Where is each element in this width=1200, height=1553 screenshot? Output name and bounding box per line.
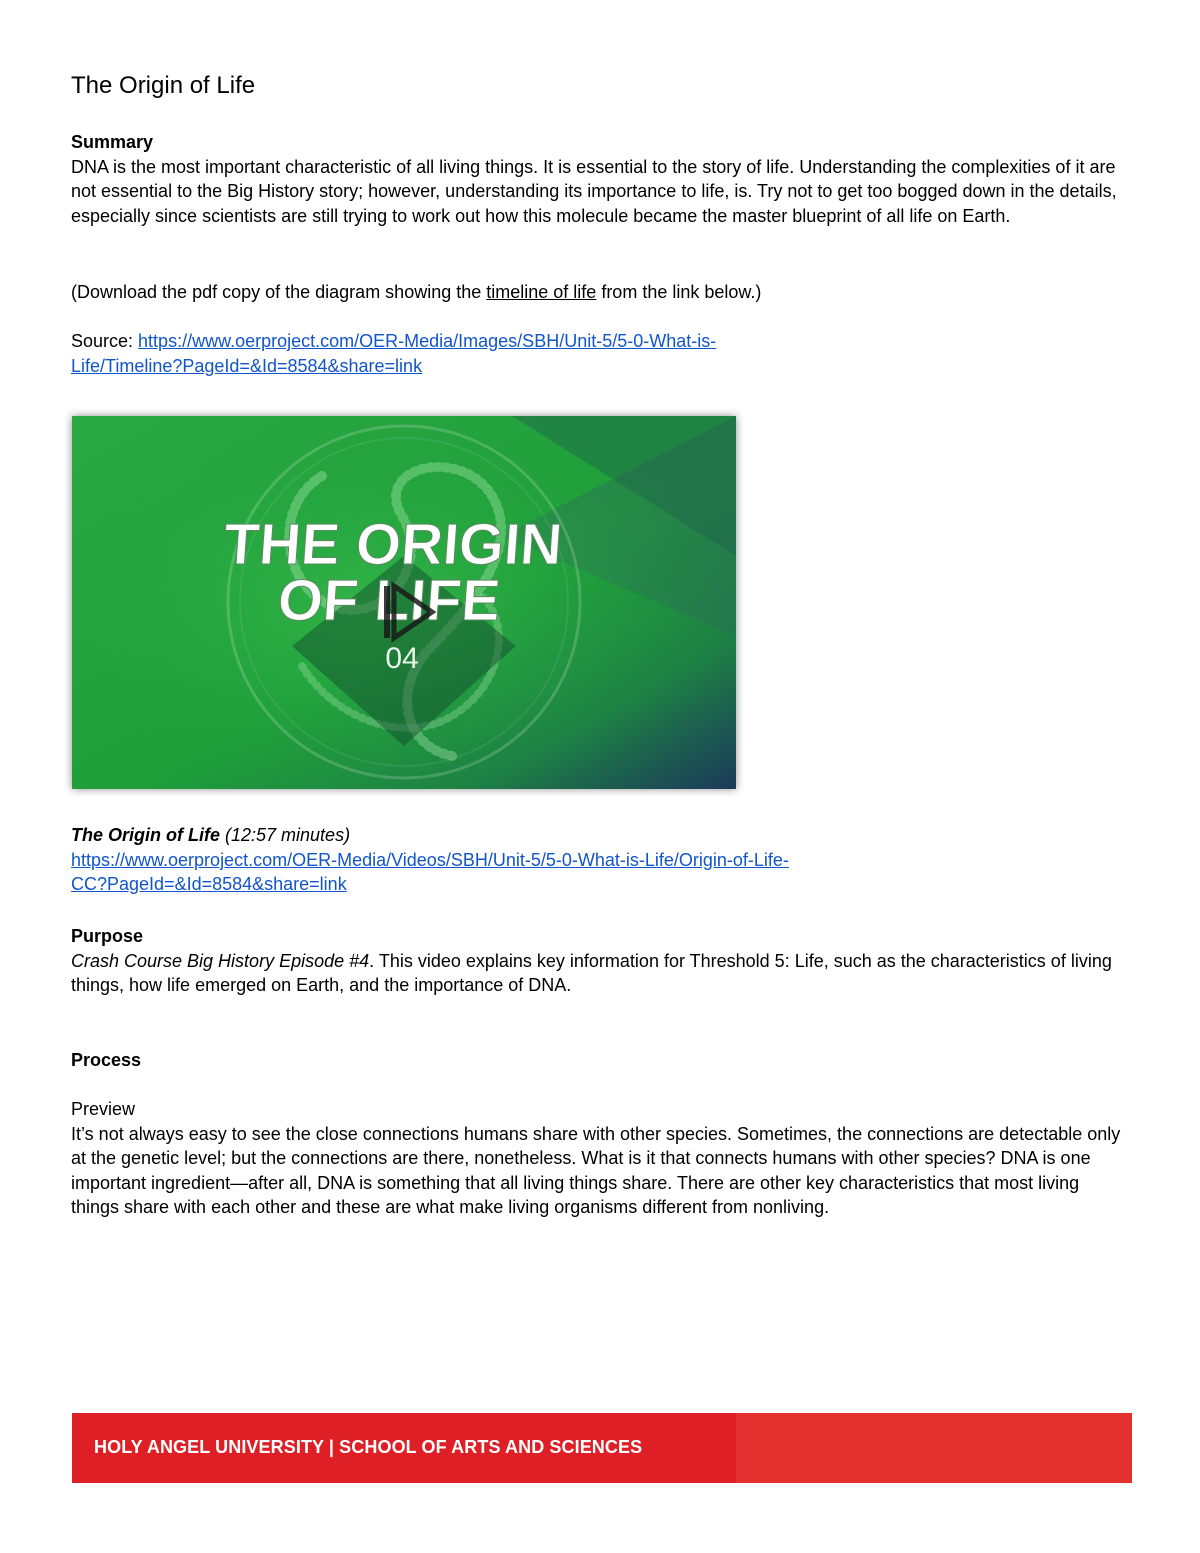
video-link-line2[interactable]: CC?PageId=&Id=8584&share=link bbox=[71, 874, 347, 894]
purpose-episode: Crash Course Big History Episode #4 bbox=[71, 950, 370, 971]
page-title: The Origin of Life bbox=[71, 72, 256, 99]
preview-section bbox=[71, 1097, 1131, 1220]
summary-section bbox=[71, 130, 1131, 228]
video-caption bbox=[71, 823, 1131, 897]
timeline-link[interactable]: timeline of life bbox=[486, 282, 597, 302]
purpose-section bbox=[71, 924, 1131, 998]
video-episode-number: 04 bbox=[385, 642, 419, 675]
download-post: from the link below.) bbox=[596, 282, 762, 302]
download-pre: (Download the pdf copy of the diagram showing the bbox=[71, 282, 487, 302]
source-label: Source: bbox=[71, 331, 139, 351]
preview-heading: Preview bbox=[71, 1099, 136, 1119]
footer-text: HOLY ANGEL UNIVERSITY | SCHOOL OF ARTS AND SCIENCES bbox=[94, 1437, 643, 1457]
footer-banner-shade bbox=[736, 1413, 1132, 1483]
download-note bbox=[71, 280, 1131, 305]
footer-banner bbox=[72, 1413, 1132, 1483]
video-thumbnail-art bbox=[72, 416, 736, 789]
source-link-line1[interactable]: https://www.oerproject.com/OER-Media/Images/SBH/Unit-5/5-0-What-is- bbox=[138, 331, 717, 351]
source-link-line2[interactable]: Life/Timeline?PageId=&Id=8584&share=link bbox=[71, 355, 423, 376]
video-caption-title: The Origin of Life bbox=[71, 825, 220, 845]
purpose-body: . This video explains key information for Threshold 5: Life, such as the characteristics of living things, how life emerged on Earth, and the importance of DNA. bbox=[71, 950, 1112, 995]
video-caption-duration: (12:57 minutes) bbox=[220, 825, 351, 845]
summary-heading: Summary bbox=[71, 132, 154, 152]
process-section bbox=[71, 1048, 1131, 1073]
preview-body: It’s not always easy to see the close connections humans share with other species. Sometimes, the connections are detectable only at the genetic level; but the connections are there, nonetheless. What is it that connects humans with other species? DNA is one important ingredient—after all, DNA is something that all living things share. There are other key characteristics that most living things share with each other and these are what make living organisms different from nonliving. bbox=[71, 1123, 1121, 1217]
process-heading: Process bbox=[71, 1050, 142, 1070]
video-link-line1[interactable]: https://www.oerproject.com/OER-Media/Videos/SBH/Unit-5/5-0-What-is-Life/Origin-of-Life- bbox=[71, 849, 789, 870]
video-title-line1: THE ORIGIN bbox=[221, 512, 565, 577]
summary-body: DNA is the most important characteristic of all living things. It is essential to the story of life. Understanding the complexities of it are not essential to the Big History story; however, understanding its importance to life, is. Try not to get too bogged down in the details, especially since scientists are still trying to work out how this molecule became the master blueprint of all life on Earth. bbox=[71, 156, 1117, 226]
source-line bbox=[71, 329, 1131, 378]
purpose-heading: Purpose bbox=[71, 926, 144, 946]
video-thumbnail[interactable] bbox=[72, 416, 736, 789]
video-title-line2: OF LIFE bbox=[275, 568, 503, 633]
